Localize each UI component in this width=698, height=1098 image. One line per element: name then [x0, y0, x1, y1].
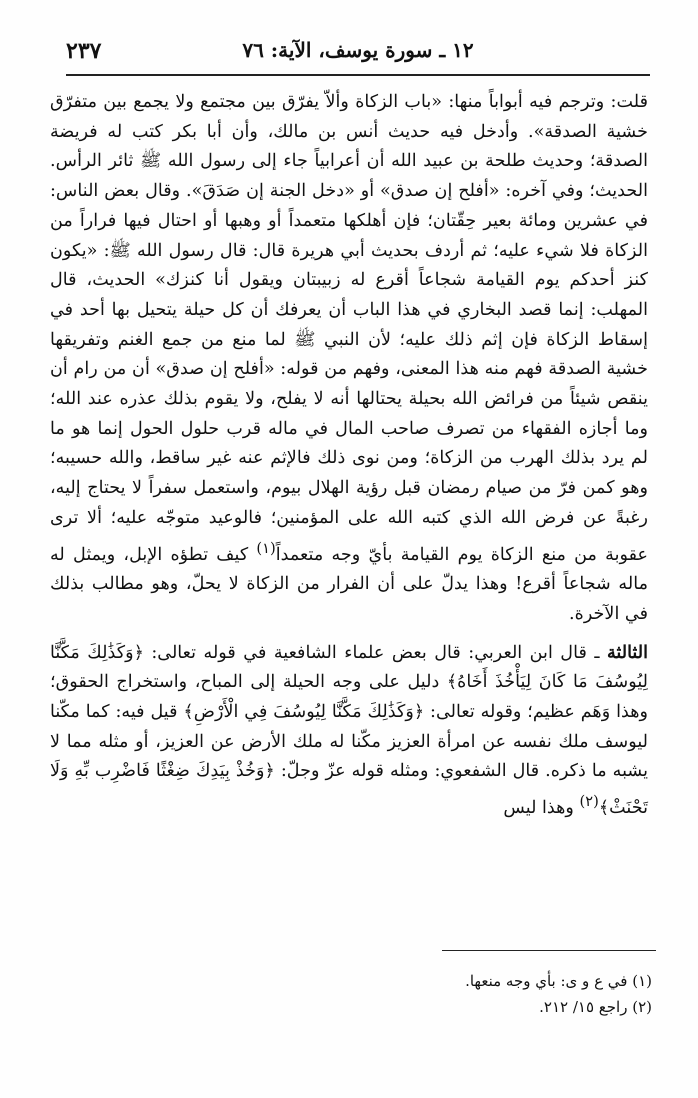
paragraph-text: ـ قال ابن العربي: قال بعض علماء الشافعية في قوله تعالى: ﴿وَكَذَٰلِكَ مَكَّنَّا لِيُوسُفَ مَا كَانَ لِيَأْخُذَ أَخَاهُ﴾ دليل على وجه الحيلة إلى المباح، واستخراج الحقوق؛ وهذا وَهَم عظيم؛ وقوله تعالى: ﴿وَكَذَٰلِكَ مَكَّنَّا لِيُوسُفَ فِي الْأَرْضِ﴾ قيل فيه: كما مكّنا ليوسف ملك نفسه عن امرأة العزيز مكّنا له ملك الأرض عن العزيز، أو مثله مما لا يشبه ما ذكره. قال الشفعوي: ومثله قوله عزّ وجلّ: ﴿وَخُذْ بِيَدِكَ ضِغْثًا فَاضْرِب بِّهِ وَلَا تَحْنَثْ﴾ [50, 642, 648, 818]
page-header [66, 34, 650, 76]
footnote-marker: (١) [256, 539, 276, 557]
footnote-2: (٢) راجع ١٥/ ٢١٢. [539, 998, 652, 1016]
paragraph [50, 638, 648, 824]
paragraph-text: قلت: وترجم فيه أبواباً منها: «باب الزكاة وألاّ يفرّق بين مجتمع ولا يجمع بين متفرّق خشية الصدقة». وأدخل فيه حديث أنس بن مالك، وأن أبا بكر كتب له فريضة الصدقة؛ وحديث طلحة بن عبيد الله أن أعرابياً جاء إلى رسول الله ﷺ ثائر الرأس. الحديث؛ وفي آخره: «أفلح إن صدق» أو «دخل الجنة إن صَدَقَ». وقال بعض الناس: في عشرين ومائة بعير حِقّتان؛ فإن أهلكها متعمداً أو وهبها أو احتال فيها فراراً من الزكاة فلا شيء عليه؛ ثم أردف بحديث أبي هريرة قال: قال رسول الله ﷺ: «يكون كنز أحدكم يوم القيامة شجاعاً أقرع له زبيبتان ويقول أنا كنزك» الحديث، قال المهلب: إنما قصد البخاري في هذا الباب أن يعرفك أن كل حيلة يتحيل بها أحد في إسقاط الزكاة فإن إثم ذلك عليه؛ لأن النبي ﷺ لما منع من جمع الغنم وتفريقها خشية الصدقة فهم منه هذا المعنى، وفهم من قوله: «أفلح إن صدق» أن من رام أن ينقص شيئاً من فرائض الله بحيلة يحتالها أنه لا يفلح، ولا يقوم بذلك عذره عند الله؛ وما أجازه الفقهاء من تصرف صاحب المال في ماله قرب حلول الحول إنما هو ما لم يرد بذلك الهرب من الزكاة؛ ومن نوى ذلك فالإثم عنه غير ساقط، والله حسيبه؛ وهو كمن فرّ من صيام رمضان قبل رؤية الهلال بيوم، واستعمل سفراً لا يحتاج إليه، رغبةً عن فرض الله الذي كتبه الله على المؤمنين؛ فالوعيد متوجّه عليه؛ ألا ترى عقوبة من منع الزكاة يوم القيامة بأيّ وجه متعمداً [50, 92, 648, 565]
footnotes [300, 968, 652, 1020]
page-number: ٢٣٧ [66, 38, 102, 64]
footnote-1: (١) في ع و ى: بأي وجه منعها. [465, 972, 652, 990]
section-lead: الثالثة [606, 641, 648, 663]
running-title: ١٢ ـ سورة يوسف، الآية: ٧٦ [242, 38, 474, 62]
paragraph-text: كيف تطؤه الإبل، ويمثل له ماله شجاعاً أقرع! وهذا يدلّ على أن الفرار من الزكاة لا يحلّ، وهو مطالب بذلك في الآخرة. [50, 544, 648, 624]
page-body [50, 88, 648, 824]
footnote-marker: (٢) [579, 793, 599, 811]
footnote-separator [442, 950, 656, 951]
paragraph [50, 88, 648, 630]
paragraph-text: وهذا ليس [503, 797, 580, 818]
